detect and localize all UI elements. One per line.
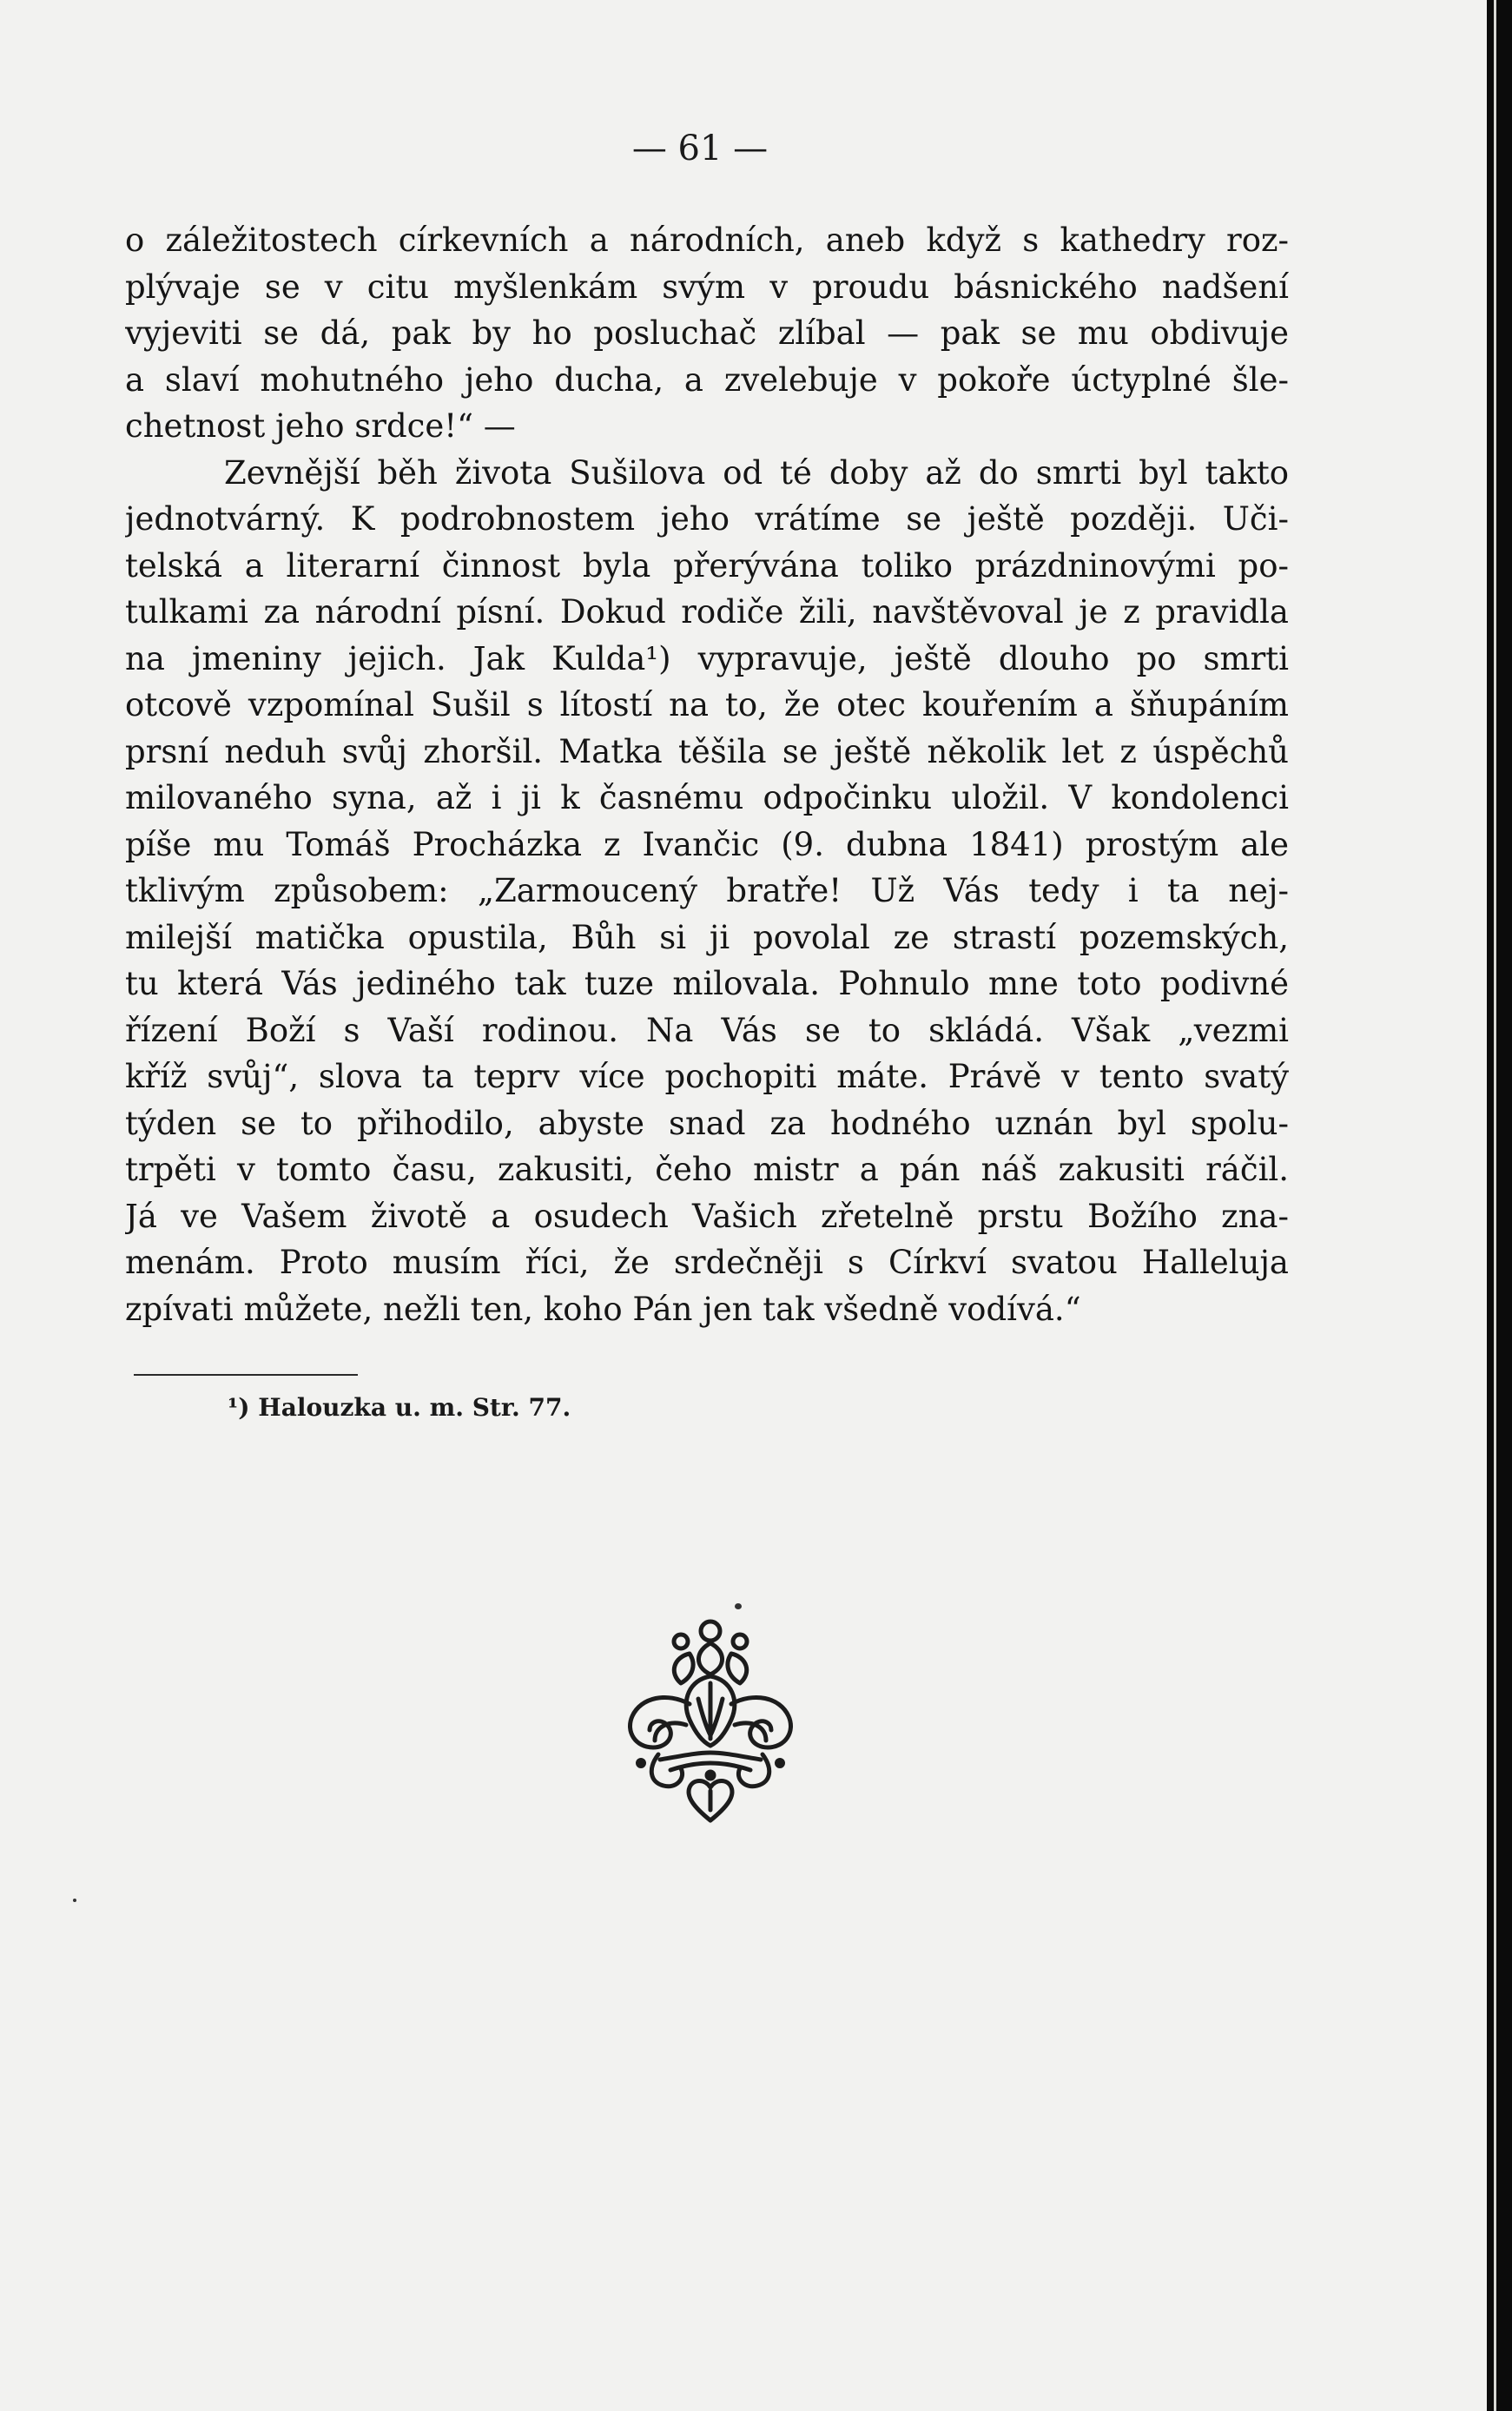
text-line: trpěti v tomto času, zakusiti, čeho mistr a pán náš zakusiti ráčil.	[125, 1151, 1289, 1188]
text-line: chetnost jeho srdce!“ —	[125, 407, 516, 445]
text-line: zpívati můžete, nežli ten, koho Pán jen tak všedně vodívá.“	[125, 1290, 1081, 1328]
page-number: — 61 —	[631, 129, 769, 168]
text-line: tklivým způsobem: „Zarmoucený bratře! Už Vás tedy i ta nej-	[125, 872, 1289, 909]
text-line: otcově vzpomínal Sušil s lítostí na to, že otec kouřením a šňupáním	[125, 686, 1289, 723]
text-line: vyjeviti se dá, pak by ho posluchač zlíbal — pak se mu obdivuje	[125, 314, 1289, 352]
text-line: na jmeniny jejich. Jak Kulda¹) vypravuje, ještě dlouho po smrti	[125, 639, 1289, 677]
text-line: kříž svůj“, slova ta teprv více pochopiti máte. Právě v tento svatý	[125, 1058, 1289, 1095]
footnote: ¹) Halouzka u. m. Str. 77.	[228, 1393, 571, 1422]
ink-speck	[73, 1899, 76, 1902]
text-line: milovaného syna, až i ji k časnému odpočinku uložil. V kondolenci	[125, 779, 1289, 816]
text-line: Já ve Vašem životě a osudech Vašich zřetelně prstu Božího zna-	[125, 1197, 1289, 1235]
text-line: o záležitostech církevních a národních, aneb když s kathedry roz-	[125, 221, 1289, 259]
text-line: prsní neduh svůj zhoršil. Matka těšila se ještě několik let z úspěchů	[125, 732, 1289, 770]
text-line: tulkami za národní písní. Dokud rodiče žili, navštěvoval je z pravidla	[125, 593, 1289, 631]
text-line: milejší matička opustila, Bůh si ji povolal ze strastí pozemských,	[125, 918, 1289, 956]
text-line: řízení Boží s Vaší rodinou. Na Vás se to skládá. Však „vezmi	[125, 1011, 1289, 1049]
text-line: plývaje se v citu myšlenkám svým v proudu básnického nadšení	[125, 268, 1289, 306]
footnote-rule	[134, 1374, 358, 1376]
text-line: a slaví mohutného jeho ducha, a zvelebuje v pokoře úctyplné šle-	[125, 360, 1289, 399]
text-line: jednotvárný. K podrobnostem jeho vrátíme se ještě později. Uči-	[125, 500, 1289, 538]
text-line: Zevnější běh života Sušilova od té doby až do smrti byl takto	[224, 453, 1289, 492]
folk-floral-ornament-icon	[606, 1589, 815, 1850]
page-edge-shadow	[1487, 0, 1512, 2411]
text-line: tu která Vás jediného tak tuze milovala. Pohnulo mne toto podivné	[125, 965, 1289, 1002]
page-edge-line	[1494, 0, 1496, 2411]
body-text	[125, 217, 1289, 1332]
text-line: telská a literarní činnost byla přerývána toliko prázdninovými po-	[125, 546, 1289, 585]
text-line: týden se to přihodilo, abyste snad za hodného uznán byl spolu-	[125, 1104, 1289, 1142]
text-line: menám. Proto musím říci, že srdečněji s Církví svatou Halleluja	[125, 1244, 1289, 1281]
text-line: píše mu Tomáš Procházka z Ivančic (9. dubna 1841) prostým ale	[125, 825, 1289, 863]
